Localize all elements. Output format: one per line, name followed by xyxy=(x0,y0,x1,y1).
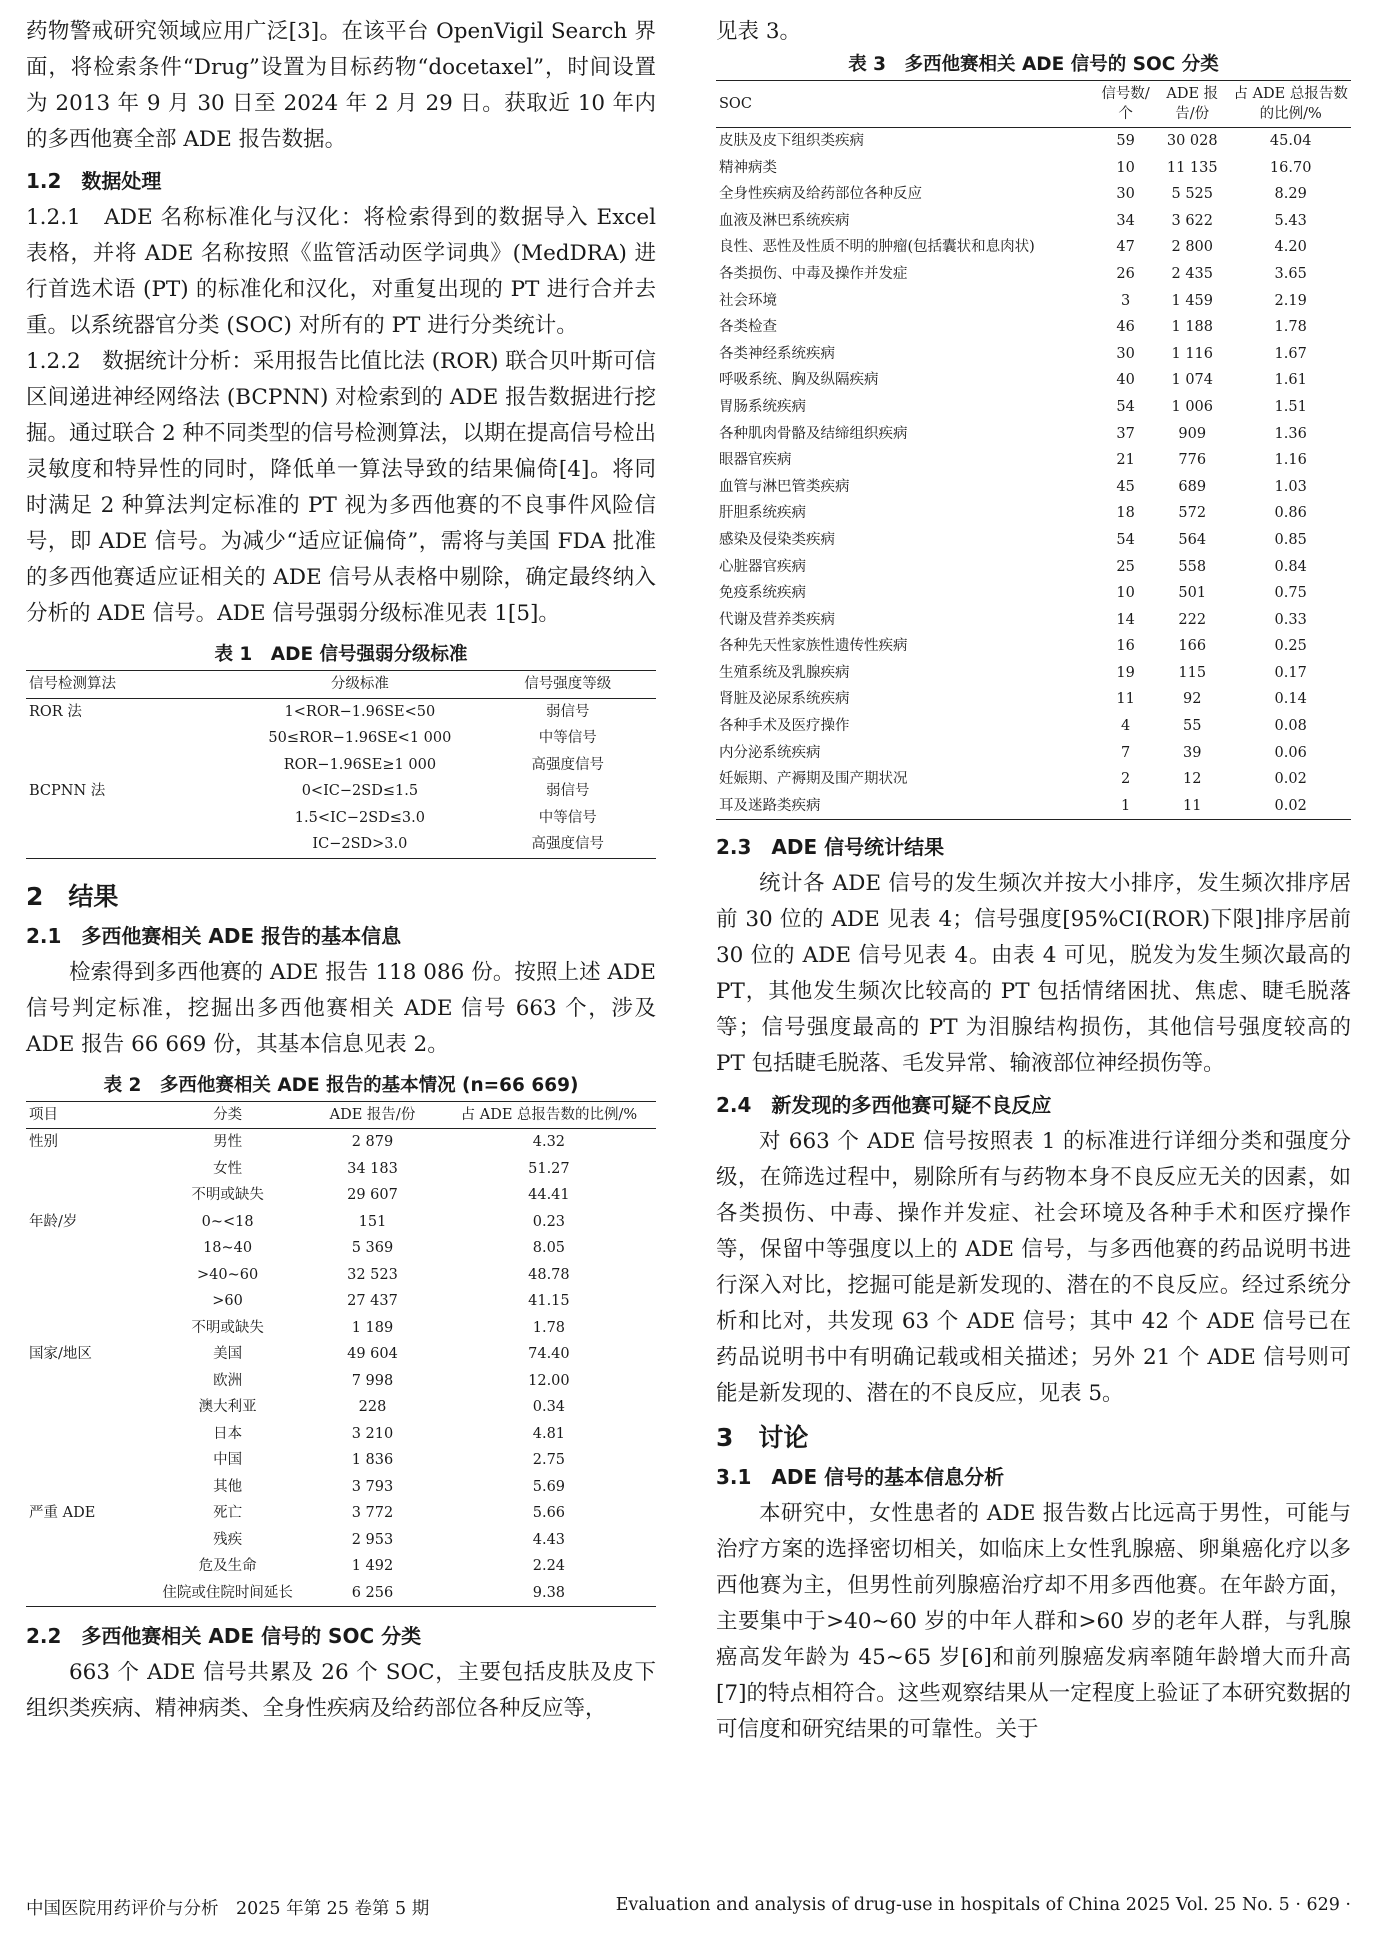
table-cell: 16 xyxy=(1116,638,1135,655)
table-row xyxy=(26,1447,656,1474)
table-cell: 1 188 xyxy=(1171,319,1213,336)
table-cell xyxy=(26,1262,152,1289)
table-cell: 免疫系统疾病 xyxy=(719,585,806,602)
table-cell: 1 459 xyxy=(1171,292,1213,309)
table-cell: IC−2SD>3.0 xyxy=(312,836,408,852)
table-cell xyxy=(26,1553,152,1580)
table-cell: 1.16 xyxy=(1274,452,1307,469)
table-cell: 5.69 xyxy=(532,1478,566,1495)
table-row xyxy=(26,1553,656,1580)
table-cell: 2.24 xyxy=(532,1558,566,1574)
table-cell: 社会环境 xyxy=(719,292,777,309)
table-2-caption: 表 2 多西他赛相关 ADE 报告的基本情况 (n=66 669) xyxy=(103,1074,579,1096)
table-cell: 妊娠期、产褥期及围产期状况 xyxy=(719,771,908,788)
table-row xyxy=(716,447,1351,474)
table-row xyxy=(26,1394,656,1421)
journal-name-cn: 中国医院用药评价与分析 2025 年第 25 卷第 5 期 xyxy=(26,1899,430,1919)
table-cell: 30 xyxy=(1116,345,1135,362)
table-cell: 8.29 xyxy=(1274,186,1307,203)
table-row xyxy=(26,1262,656,1289)
table-header-row xyxy=(716,81,1351,128)
table-row xyxy=(716,234,1351,261)
section-2-4-paragraph: 对 663 个 ADE 信号按照表 1 的标准进行详细分类和强度分级，在筛选过程中，剔除所有与药物本身不良反应无关的因素，如各类损伤、中毒、操作并发症、社会环境及各种手术和医疗操作等，保留中等强度以上的 ADE 信号，与多西他赛的药品说明书进行深入对比，挖掘可能是新发现的、潜在的不良反应。经过系统分析和比对，共发现 63 个 ADE 信号；其中 42 个 ADE 信号已在药品说明书中有明确记载或相关描述；另外 21 个 ADE 信号则可能是新发现的、潜在的不良反应，见表 5。 xyxy=(716,1129,1351,1407)
table-cell: 内分泌系统疾病 xyxy=(719,744,821,761)
table-1 xyxy=(26,670,656,859)
table-cell: 死亡 xyxy=(213,1505,243,1521)
table-row xyxy=(26,1527,656,1554)
table-2-body xyxy=(26,1129,656,1607)
table-header-cell: 占 ADE 总报告数的比例/% xyxy=(1233,86,1348,122)
table-2 xyxy=(26,1101,656,1608)
table-cell: 1.03 xyxy=(1274,478,1307,495)
table-cell: 2 xyxy=(1120,771,1131,788)
table-cell: 34 183 xyxy=(347,1160,398,1177)
table-cell: 92 xyxy=(1183,691,1202,708)
table-row xyxy=(716,500,1351,527)
table-row xyxy=(716,766,1351,793)
section-2-2-paragraph: 663 个 ADE 信号共累及 26 个 SOC，主要包括皮肤及皮下组织类疾病、精神病类、全身性疾病及给药部位各种反应等， xyxy=(26,1660,656,1721)
table-cell: 0.33 xyxy=(1274,611,1307,628)
table-cell: 2 800 xyxy=(1171,239,1213,256)
table-row xyxy=(26,1129,656,1156)
table-cell: 1.78 xyxy=(1274,319,1307,336)
table-cell: ROR 法 xyxy=(29,703,82,720)
table-cell: 222 xyxy=(1178,611,1207,628)
table-cell: 9.38 xyxy=(532,1584,566,1601)
table-cell: 39 xyxy=(1183,744,1202,761)
table-cell: 564 xyxy=(1178,531,1207,548)
table-cell: 全身性疾病及给药部位各种反应 xyxy=(719,186,922,203)
table-cell: 12.00 xyxy=(528,1372,570,1389)
table-cell: 1.67 xyxy=(1274,345,1307,362)
table-cell: 肝胆系统疾病 xyxy=(719,505,806,522)
table-header-cell: 项目 xyxy=(29,1106,58,1123)
table-cell: 生殖系统及乳腺疾病 xyxy=(719,664,850,681)
table-cell: 严重 ADE xyxy=(29,1505,96,1521)
table-cell: 0<IC−2SD≤1.5 xyxy=(301,783,419,799)
table-cell: 41.15 xyxy=(528,1293,570,1309)
table-cell: 1 074 xyxy=(1171,372,1213,389)
table-cell: 909 xyxy=(1178,425,1207,442)
table-cell: 8.05 xyxy=(532,1240,566,1256)
table-cell: 血管与淋巴管类疾病 xyxy=(719,478,850,495)
section-3-1-heading: 3.1 ADE 信号的基本信息分析 xyxy=(716,1465,1005,1490)
table-cell: 6 256 xyxy=(351,1584,394,1601)
table-cell: 危及生命 xyxy=(198,1558,257,1574)
table-cell: 心脏器官疾病 xyxy=(719,558,806,575)
table-cell: 女性 xyxy=(213,1160,243,1177)
table-cell: 26 xyxy=(1116,265,1135,282)
table-cell: 25 xyxy=(1116,558,1135,575)
table-cell: 59 xyxy=(1116,133,1135,149)
table-cell: 弱信号 xyxy=(546,703,590,720)
table-header-cell: 占 ADE 总报告数的比例/% xyxy=(460,1106,638,1123)
table-cell: 74.40 xyxy=(528,1346,570,1362)
table-cell: 0.23 xyxy=(532,1213,566,1230)
table-cell: 4 xyxy=(1120,718,1131,735)
table-cell: 54 xyxy=(1116,531,1135,548)
table-cell: 18 xyxy=(1116,505,1135,522)
section-1-2-1-paragraph: 1.2.1 ADE 名称标准化与汉化：将检索得到的数据导入 Excel 表格，并将 ADE 名称按照《监管活动医学词典》(MedDRA) 进行首选术语 (PT) 的标准化和汉化，对重复出现的 PT 进行合并去重。以系统器官分类 (SOC) 对所有的 PT 进行分类统计。 xyxy=(26,205,656,338)
table-row xyxy=(26,805,656,832)
table-cell: 11 135 xyxy=(1166,159,1218,176)
table-cell xyxy=(26,725,240,752)
table-row xyxy=(716,421,1351,448)
table-cell: 0.02 xyxy=(1274,797,1307,814)
table-cell: 18~40 xyxy=(203,1240,253,1256)
table-cell: 3 793 xyxy=(351,1478,394,1495)
table-cell: 0.08 xyxy=(1274,718,1307,735)
table-cell: 1.78 xyxy=(532,1319,566,1336)
table-cell: 耳及迷路类疾病 xyxy=(719,797,821,814)
table-row xyxy=(26,1341,656,1368)
table-cell: 0.86 xyxy=(1274,505,1307,522)
table-cell: 32 523 xyxy=(347,1266,398,1283)
table-cell: 5 525 xyxy=(1171,186,1213,203)
table-3-body xyxy=(716,128,1351,820)
table-cell: 1 492 xyxy=(351,1558,394,1574)
table-cell xyxy=(26,1288,152,1315)
table-cell: 19 xyxy=(1116,664,1135,681)
table-row xyxy=(26,698,656,725)
table-1-body xyxy=(26,698,656,858)
table-cell: 2.75 xyxy=(532,1452,566,1468)
table-cell: 中等信号 xyxy=(538,730,597,746)
table-cell: 3 xyxy=(1120,292,1131,309)
table-cell: 34 xyxy=(1116,212,1135,229)
table-row xyxy=(26,1288,656,1315)
table-cell: 皮肤及皮下组织类疾病 xyxy=(719,133,864,149)
table-cell: 51.27 xyxy=(528,1160,570,1177)
table-cell: 0.02 xyxy=(1274,771,1307,788)
table-cell xyxy=(26,805,240,832)
table-header-cell: 信号强度等级 xyxy=(524,676,612,692)
table-cell: 14 xyxy=(1116,611,1135,628)
section-2-3-paragraph: 统计各 ADE 信号的发生频次并按大小排序，发生频次排序居前 30 位的 ADE 见表 4；信号强度[95%CI(ROR)下限]排序居前 30 位的 ADE 信号见表 4。由表 4 可见，脱发为发生频次最高的 PT，其他发生频次比较高的 PT 包括情绪困扰、焦虑、睫毛脱落等；信号强度最高的 PT 为泪腺结构损伤，其他信号强度较高的 PT 包括睫毛脱落、毛发异常、输液部位神经损伤等。 xyxy=(716,871,1351,1077)
table-cell: 44.41 xyxy=(528,1187,570,1203)
table-cell: 11 xyxy=(1183,797,1202,814)
table-row xyxy=(716,793,1351,820)
table-cell: 228 xyxy=(358,1399,387,1415)
table-row xyxy=(26,1474,656,1501)
table-cell: 2 435 xyxy=(1171,265,1213,282)
table-row xyxy=(26,1209,656,1236)
table-header-cell: ADE 报告/份 xyxy=(1166,86,1219,122)
table-cell: >60 xyxy=(212,1293,243,1309)
table-cell: 151 xyxy=(358,1213,387,1230)
table-3-caption: 表 3 多西他赛相关 ADE 信号的 SOC 分类 xyxy=(848,54,1219,75)
table-cell: 115 xyxy=(1178,664,1207,681)
section-1-2-heading: 1.2 数据处理 xyxy=(26,169,162,193)
table-cell: 10 xyxy=(1116,159,1135,176)
table-cell: 澳大利亚 xyxy=(198,1399,257,1415)
table-cell: 1 006 xyxy=(1171,398,1213,415)
table-row xyxy=(716,740,1351,767)
table-header-cell: ADE 报告/份 xyxy=(329,1106,416,1123)
table-cell: 残疾 xyxy=(213,1531,243,1548)
table-cell: 1 836 xyxy=(351,1452,394,1468)
table-cell xyxy=(26,1235,152,1262)
table-cell: 4.20 xyxy=(1274,239,1307,256)
table-cell: 0.25 xyxy=(1274,638,1307,655)
table-cell: 1 189 xyxy=(351,1319,394,1336)
table-row xyxy=(26,1156,656,1183)
table-cell: 1 116 xyxy=(1171,345,1213,362)
section-2-3-heading: 2.3 ADE 信号统计结果 xyxy=(716,835,945,860)
table-row xyxy=(716,181,1351,208)
table-cell: 0~<18 xyxy=(201,1213,254,1230)
table-cell: 高强度信号 xyxy=(531,836,605,852)
table-cell: 感染及侵染类疾病 xyxy=(719,531,835,548)
table-cell: 各种手术及医疗操作 xyxy=(719,718,850,735)
table-cell: 7 998 xyxy=(351,1372,394,1389)
table-cell: 各种先天性家族性遗传性疾病 xyxy=(719,638,908,655)
table-cell: 2 953 xyxy=(351,1531,394,1548)
table-cell: >40~60 xyxy=(196,1266,259,1283)
table-cell: 776 xyxy=(1178,452,1207,469)
table-cell: 30 028 xyxy=(1166,133,1218,149)
table-cell: 胃肠系统疾病 xyxy=(719,398,806,415)
table-header-cell: 信号数/个 xyxy=(1101,86,1150,122)
table-cell: 558 xyxy=(1178,558,1207,575)
table-cell: 50≤ROR−1.96SE<1 000 xyxy=(268,730,452,746)
table-cell: 肾脏及泌尿系统疾病 xyxy=(719,691,850,708)
table-cell xyxy=(26,1527,152,1554)
table-cell: 16.70 xyxy=(1269,159,1312,176)
table-cell: 男性 xyxy=(213,1134,243,1150)
table-cell: ROR−1.96SE≥1 000 xyxy=(283,756,437,773)
table-cell: 各种肌肉骨骼及结缔组织疾病 xyxy=(719,425,908,442)
table-cell: 1.36 xyxy=(1274,425,1307,442)
table-row xyxy=(716,261,1351,288)
table-cell: 中国 xyxy=(213,1452,243,1468)
table-cell: 12 xyxy=(1183,771,1202,788)
table-cell: 弱信号 xyxy=(546,783,590,799)
right-column xyxy=(716,14,1351,1748)
table-cell: 国家/地区 xyxy=(29,1346,92,1362)
table-row xyxy=(716,474,1351,501)
table-header-cell: 信号检测算法 xyxy=(29,676,116,692)
table-row xyxy=(26,752,656,779)
table-cell: 高强度信号 xyxy=(531,756,605,773)
table-cell xyxy=(26,1474,152,1501)
table-row xyxy=(26,725,656,752)
table-row xyxy=(26,1315,656,1342)
section-2-4-heading: 2.4 新发现的多西他赛可疑不良反应 xyxy=(716,1093,1052,1118)
table-cell: 0.75 xyxy=(1274,585,1307,602)
section-3-1-paragraph: 本研究中，女性患者的 ADE 报告数占比远高于男性，可能与治疗方案的选择密切相关，如临床上女性乳腺癌、卵巢癌化疗以多西他赛为主，但男性前列腺癌治疗却不用多西他赛。在年龄方面，主要集中于>40~60 岁的中年人群和>60 岁的老年人群，与乳腺癌高发年龄为 45~65 岁[6]和前列腺癌发病率随年龄增大而升高[7]的特点相符合。这些观察结果从一定程度上验证了本研究数据的可信度和研究结果的可靠性。关于 xyxy=(716,1501,1351,1743)
table-row xyxy=(716,288,1351,315)
table-cell: 欧洲 xyxy=(213,1372,243,1389)
table-cell: BCPNN 法 xyxy=(29,783,106,799)
table-1-caption: 表 1 ADE 信号强弱分级标准 xyxy=(214,644,468,665)
table-row xyxy=(716,554,1351,581)
table-cell: 性别 xyxy=(29,1134,58,1150)
table-cell: 11 xyxy=(1116,691,1135,708)
table-cell: 48.78 xyxy=(528,1266,570,1283)
table-cell: 30 xyxy=(1116,186,1135,203)
table-header-row xyxy=(26,1101,656,1129)
table-cell: 不明或缺失 xyxy=(191,1319,264,1336)
table-cell: 血液及淋巴系统疾病 xyxy=(719,212,850,229)
table-cell: 5.66 xyxy=(532,1505,566,1521)
table-cell: 5 369 xyxy=(351,1240,394,1256)
table-row xyxy=(716,633,1351,660)
table-cell xyxy=(26,831,240,858)
table-cell: 45 xyxy=(1116,478,1135,495)
table-cell: 美国 xyxy=(213,1346,243,1362)
table-cell: 49 604 xyxy=(347,1346,398,1362)
table-row xyxy=(26,1421,656,1448)
table-cell: 40 xyxy=(1116,372,1135,389)
table-cell: 精神病类 xyxy=(719,159,777,176)
table-cell: 0.34 xyxy=(532,1399,566,1415)
table-row xyxy=(716,314,1351,341)
table-cell: 572 xyxy=(1178,505,1207,522)
continued-text: 见表 3。 xyxy=(716,19,802,44)
table-cell: 其他 xyxy=(213,1478,243,1495)
table-cell: 各类神经系统疾病 xyxy=(719,345,835,362)
left-column xyxy=(26,14,656,1727)
table-cell: 3 772 xyxy=(351,1505,394,1521)
table-cell xyxy=(26,1368,152,1395)
table-cell: 3 210 xyxy=(351,1425,394,1442)
table-cell: 1.61 xyxy=(1274,372,1307,389)
table-cell: 各类损伤、中毒及操作并发症 xyxy=(719,265,908,282)
table-cell: 29 607 xyxy=(347,1187,398,1203)
table-row xyxy=(716,341,1351,368)
table-cell: 2.19 xyxy=(1274,292,1307,309)
table-row xyxy=(26,1368,656,1395)
table-cell xyxy=(26,1421,152,1448)
table-row xyxy=(716,660,1351,687)
table-row xyxy=(716,155,1351,182)
table-cell: 良性、恶性及性质不明的肿瘤(包括囊状和息肉状) xyxy=(719,239,1035,256)
table-row xyxy=(716,713,1351,740)
section-2-1-paragraph: 检索得到多西他赛的 ADE 报告 118 086 份。按照上述 ADE 信号判定标准，挖掘出多西他赛相关 ADE 信号 663 个，涉及 ADE 报告 66 669 份，其基本信息见表 2。 xyxy=(26,959,656,1057)
table-cell: 0.14 xyxy=(1274,691,1307,708)
table-cell xyxy=(26,1447,152,1474)
table-cell: 代谢及营养类疾病 xyxy=(719,611,835,628)
table-cell xyxy=(26,1394,152,1421)
table-cell: 5.43 xyxy=(1274,212,1307,229)
table-cell: 3 622 xyxy=(1171,212,1213,229)
table-cell xyxy=(26,1315,152,1342)
table-cell: 0.17 xyxy=(1274,664,1307,681)
table-row xyxy=(716,367,1351,394)
table-cell: 1.51 xyxy=(1274,398,1307,415)
table-row xyxy=(26,831,656,858)
table-cell: 各类检查 xyxy=(719,319,777,336)
table-cell: 45.04 xyxy=(1269,133,1312,149)
table-cell: 4.32 xyxy=(532,1134,566,1150)
table-cell: 2 879 xyxy=(351,1134,394,1150)
table-cell: 4.43 xyxy=(532,1531,566,1548)
table-header-cell: 分级标准 xyxy=(330,676,389,692)
table-cell: 住院或住院时间延长 xyxy=(162,1584,293,1601)
table-cell: 呼吸系统、胸及纵隔疾病 xyxy=(719,372,879,389)
table-cell: 0.06 xyxy=(1274,744,1307,761)
table-header-cell: 分类 xyxy=(213,1106,243,1123)
table-cell: 46 xyxy=(1116,319,1135,336)
table-cell xyxy=(26,1182,152,1209)
journal-name-en: Evaluation and analysis of drug-use in hospitals of China 2025 Vol. 25 No. 5 · 629 · xyxy=(615,1895,1351,1915)
table-row xyxy=(26,778,656,805)
table-cell: 166 xyxy=(1178,638,1207,655)
table-3 xyxy=(716,80,1351,820)
table-cell: 不明或缺失 xyxy=(191,1187,264,1203)
table-cell: 中等信号 xyxy=(538,809,597,826)
table-row xyxy=(26,1500,656,1527)
table-cell: 21 xyxy=(1116,452,1135,469)
table-cell xyxy=(26,752,240,779)
table-cell: 501 xyxy=(1178,585,1207,602)
section-3-heading: 3 讨论 xyxy=(716,1423,809,1453)
table-cell: 1.5<IC−2SD≤3.0 xyxy=(294,809,425,826)
table-cell: 689 xyxy=(1178,478,1207,495)
table-cell: 日本 xyxy=(213,1425,243,1442)
table-cell: 10 xyxy=(1116,585,1135,602)
table-cell: 眼器官疾病 xyxy=(719,452,792,469)
table-row xyxy=(26,1580,656,1607)
table-cell: 47 xyxy=(1116,239,1135,256)
table-row xyxy=(26,1182,656,1209)
table-cell: 27 437 xyxy=(347,1293,398,1309)
table-cell: 7 xyxy=(1120,744,1131,761)
table-row xyxy=(716,527,1351,554)
table-cell: 0.84 xyxy=(1274,558,1307,575)
table-row xyxy=(716,128,1351,155)
table-cell: 54 xyxy=(1116,398,1135,415)
intro-paragraph: 药物警戒研究领域应用广泛[3]。在该平台 OpenVigil Search 界面，将检索条件“Drug”设置为目标药物“docetaxel”，时间设置为 2013 年 9 月 30 日至 2024 年 2 月 29 日。获取近 10 年内的多西他赛全部 ADE 报告数据。 xyxy=(26,19,656,152)
table-row xyxy=(716,208,1351,235)
table-row xyxy=(716,394,1351,421)
table-header-row xyxy=(26,671,656,699)
table-cell: 0.85 xyxy=(1274,531,1307,548)
table-cell: 3.65 xyxy=(1274,265,1307,282)
section-1-2-2-paragraph: 1.2.2 数据统计分析：采用报告比值比法 (ROR) 联合贝叶斯可信区间递进神经网络法 (BCPNN) 对检索到的 ADE 报告数据进行挖掘。通过联合 2 种不同类型的信号检测算法，以期在提高信号检出灵敏度和特异性的同时，降低单一算法导致的结果偏倚[4]。将同时满足 2 种算法判定标准的 PT 视为多西他赛的不良事件风险信号，即 ADE 信号。为减少“适应证偏倚”，需将与美国 FDA 批准的多西他赛适应证相关的 ADE 信号从表格中剔除，确定最终纳入分析的 ADE 信号。ADE 信号强弱分级标准见表 1[5]。 xyxy=(26,349,656,626)
section-2-2-heading: 2.2 多西他赛相关 ADE 信号的 SOC 分类 xyxy=(26,1624,422,1648)
table-cell: 4.81 xyxy=(532,1425,566,1442)
table-cell: 37 xyxy=(1116,425,1135,442)
table-row xyxy=(26,1235,656,1262)
table-header-cell: SOC xyxy=(719,96,752,112)
table-cell: 1 xyxy=(1120,797,1131,814)
table-row xyxy=(716,580,1351,607)
section-2-1-heading: 2.1 多西他赛相关 ADE 报告的基本信息 xyxy=(26,923,402,948)
table-cell xyxy=(26,1156,152,1183)
table-cell xyxy=(26,1580,152,1607)
table-row xyxy=(716,607,1351,634)
table-cell: 55 xyxy=(1183,718,1202,735)
section-2-heading: 2 结果 xyxy=(26,881,119,911)
table-cell: 年龄/岁 xyxy=(29,1213,78,1230)
table-cell: 1<ROR−1.96SE<50 xyxy=(284,703,436,720)
table-row xyxy=(716,686,1351,713)
